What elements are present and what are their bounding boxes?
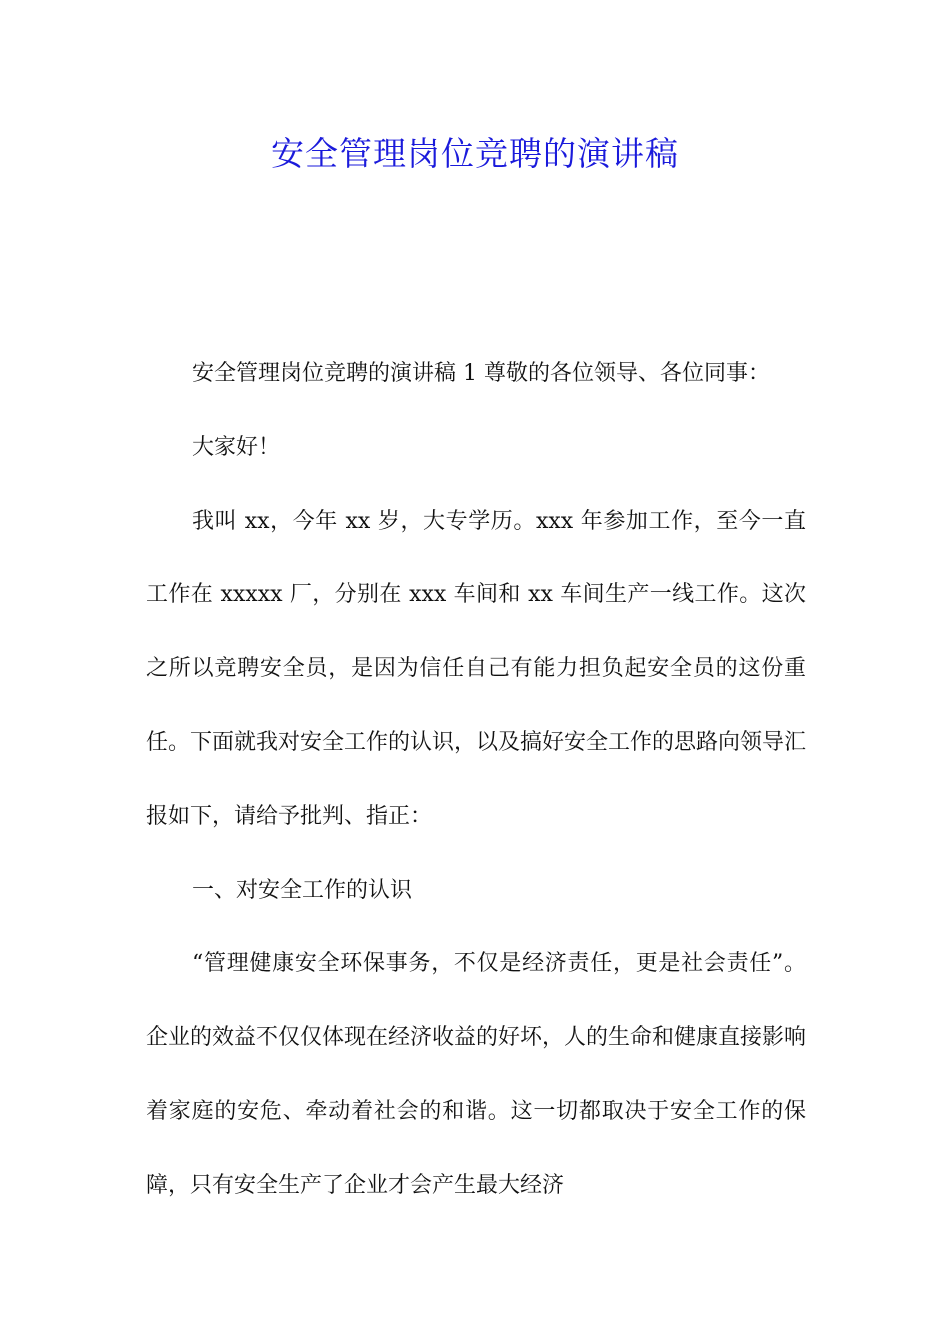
document-body — [146, 337, 806, 1223]
paragraph-self-introduction: 我叫 xx，今年 xx 岁，大专学历。xxx 年参加工作，至今一直工作在 xxxxx 厂，分别在 xxx 车间和 xx 车间生产一线工作。这次之所以竞聘安全员，是因为信任自己有能力担负起安全员的这份重任。下面就我对安全工作的认识，以及搞好安全工作的思路向领导汇报如下，请给予批判、指正： — [146, 508, 807, 829]
paragraph-hello: 大家好！ — [192, 434, 281, 460]
section-heading-safety-understanding: 一、对安全工作的认识 — [192, 877, 413, 903]
paragraph-greeting-heading: 安全管理岗位竞聘的演讲稿 1 尊敬的各位领导、各位同事： — [192, 361, 770, 386]
paragraph-safety-responsibility: “管理健康安全环保事务，不仅是经济责任，更是社会责任”。企业的效益不仅仅体现在经济收益的好坏，人的生命和健康直接影响着家庭的安危、牵动着社会的和谐。这一切都取决于安全工作的保障，只有安全生产了企业才会产生最大经济 — [146, 951, 807, 1198]
document-title: 安全管理岗位竞聘的演讲稿 — [271, 134, 679, 173]
